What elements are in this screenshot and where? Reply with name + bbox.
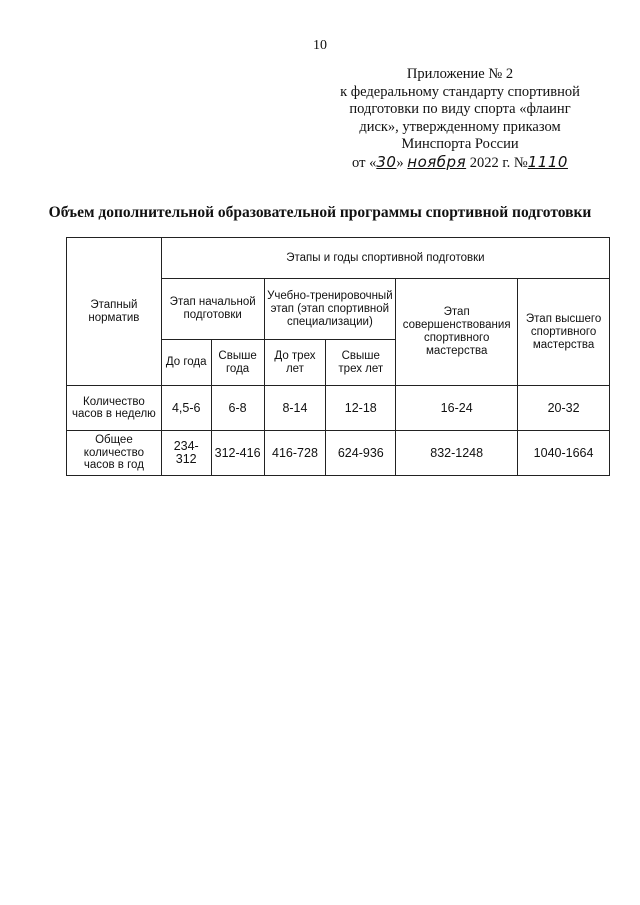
table-cell: 4,5-6	[161, 386, 211, 431]
group-initial-header: Этап начальной подготовки	[161, 279, 264, 340]
subheader-over-year: Свыше года	[211, 340, 264, 386]
date-year: 2022 г. №	[469, 154, 528, 171]
handwritten-month: ноября	[407, 152, 467, 171]
appendix-line: к федеральному стандарту спортивной	[340, 83, 580, 100]
table-cell: 12-18	[326, 386, 396, 431]
document-title: Объем дополнительной образовательной программы спортивной подготовки	[48, 204, 592, 221]
table-cell: 416-728	[264, 431, 326, 476]
table-cell: 234-312	[161, 431, 211, 476]
order-date-line	[310, 154, 610, 173]
table-row	[67, 431, 610, 476]
subheader-over-three: Свыше трех лет	[326, 340, 396, 386]
handwritten-day: 30	[376, 152, 397, 171]
subheader-up-to-year: До года	[161, 340, 211, 386]
table-cell: 832-1248	[396, 431, 518, 476]
appendix-number: Приложение № 2	[406, 66, 514, 82]
appendix-block	[310, 66, 610, 172]
table-cell: 624-936	[326, 431, 396, 476]
row-label: Общее количество часов в год	[67, 431, 162, 476]
row-label: Количество часов в неделю	[67, 386, 162, 431]
table-cell: 8-14	[264, 386, 326, 431]
date-prefix: от «	[352, 154, 377, 171]
table-cell: 20-32	[518, 386, 610, 431]
date-mid: »	[396, 154, 404, 171]
group-higher-header: Этап высшего спортивного мастерства	[518, 279, 610, 386]
page-number: 10	[313, 38, 327, 53]
handwritten-order-number: 1110	[527, 152, 568, 171]
table-row	[67, 386, 610, 431]
table-cell: 1040-1664	[518, 431, 610, 476]
appendix-line: диск», утвержденному приказом	[359, 118, 561, 135]
table-cell: 6-8	[211, 386, 264, 431]
row-header-cell: Этапный норматив	[67, 238, 162, 386]
norms-table	[66, 237, 610, 476]
group-improvement-header: Этап совершенствования спортивного мастерства	[396, 279, 518, 386]
appendix-line: подготовки по виду спорта «флаинг	[349, 101, 571, 117]
table-cell: 312-416	[211, 431, 264, 476]
stages-header-cell: Этапы и годы спортивной подготовки	[161, 238, 609, 279]
appendix-line: Минспорта России	[401, 136, 519, 152]
subheader-up-to-three: До трех лет	[264, 340, 326, 386]
group-training-header: Учебно-тренировочный этап (этап спортивной специализации)	[264, 279, 396, 340]
table-cell: 16-24	[396, 386, 518, 431]
